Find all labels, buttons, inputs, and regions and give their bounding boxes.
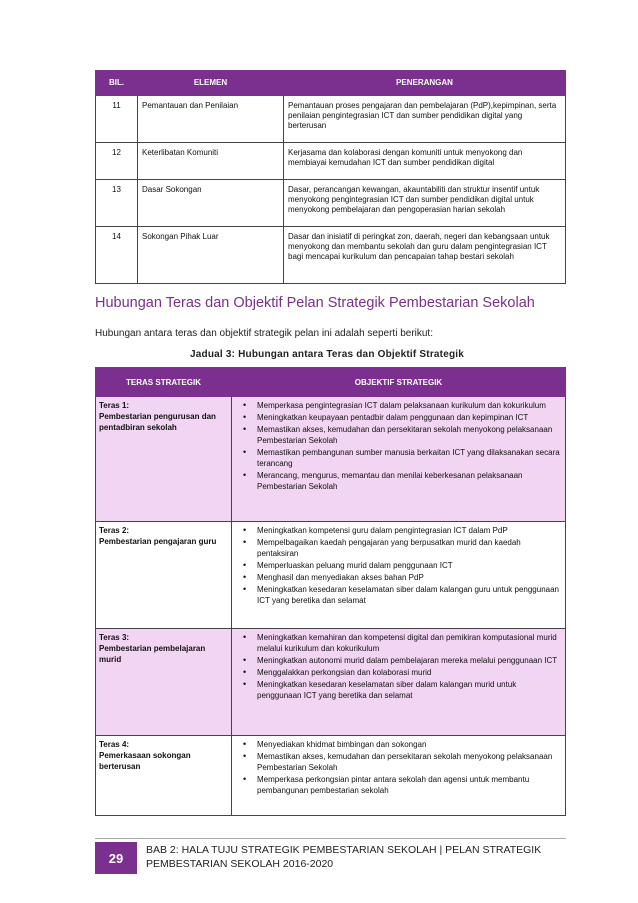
header-penerangan: PENERANGAN xyxy=(284,71,566,96)
header-bil: BIL. xyxy=(96,71,138,96)
page-number: 29 xyxy=(95,842,137,874)
table-row xyxy=(96,736,566,816)
table-row xyxy=(96,629,566,736)
table-caption: Jadual 3: Hubungan antara Teras dan Objektif Strategik xyxy=(190,349,465,360)
list-item: • Mempelbagaikan kaedah pengajaran yang berpusatkan murid dan kaedah pentaksiran xyxy=(257,537,561,559)
teras-name: Pembestarian pengurusan dan pentadbiran sekolah xyxy=(99,412,216,432)
list-item: • Meningkatkan kesedaran keselamatan siber dalam kalangan murid untuk penggunaan ICT yang beretika dan selamat xyxy=(257,679,561,701)
table-row xyxy=(96,180,566,227)
table-row xyxy=(96,522,566,629)
teras-name: Pembestarian pembelajaran murid xyxy=(99,644,206,664)
table-row xyxy=(96,96,566,143)
list-item: • Meningkatkan kompetensi guru dalam pengintegrasian ICT dalam PdP xyxy=(257,525,561,536)
list-item: • Menghasil dan menyediakan akses bahan PdP xyxy=(257,572,561,583)
element-table xyxy=(95,70,566,284)
element-table-header xyxy=(96,71,566,96)
table-row xyxy=(96,143,566,180)
list-item: • Menggalakkan perkongsian dan kolaborasi murid xyxy=(257,667,561,678)
section-heading: Hubungan Teras dan Objektif Pelan Strategik Pembestarian Sekolah xyxy=(95,295,535,311)
teras-cell xyxy=(96,522,232,629)
footer-divider xyxy=(95,838,566,839)
table-row xyxy=(96,397,566,522)
list-item: • Memperluaskan peluang murid dalam penggunaan ICT xyxy=(257,560,561,571)
header-teras: TERAS STRATEGIK xyxy=(96,368,232,397)
list-item: • Menyediakan khidmat bimbingan dan sokongan xyxy=(257,739,561,750)
list-item: • Meningkatkan kemahiran dan kompetensi digital dan pemikiran komputasional murid melalui kurikulum dan kokurikulum xyxy=(257,632,561,654)
objektif-cell xyxy=(232,522,566,629)
row-description: Dasar, perancangan kewangan, akauntabiliti dan struktur insentif untuk menyokong pengintegrasian ICT dan sumber pendidikan digital untuk menyokong pembelajaran dan pengoperasian harian sekolah xyxy=(284,180,566,227)
teras-name: Pembestarian pengajaran guru xyxy=(99,537,217,546)
teras-label: Teras 3: xyxy=(99,633,130,642)
teras-label: Teras 2: xyxy=(99,526,130,535)
strategy-table xyxy=(95,367,566,816)
row-number: 12 xyxy=(96,143,138,180)
header-elemen: ELEMEN xyxy=(138,71,284,96)
objektif-list xyxy=(235,400,561,492)
header-objektif: OBJEKTIF STRATEGIK xyxy=(232,368,566,397)
teras-name: Pemerkasaan sokongan berterusan xyxy=(99,751,191,771)
row-element: Pemantauan dan Penilaian xyxy=(138,96,284,143)
list-item: • Memperkasa pengintegrasian ICT dalam pelaksanaan kurikulum dan kokurikulum xyxy=(257,400,561,411)
strategy-table-header xyxy=(96,368,566,397)
list-item: • Memastikan pembangunan sumber manusia berkaitan ICT yang dilaksanakan secara terancang xyxy=(257,447,561,469)
list-item: • Meningkatkan autonomi murid dalam pembelajaran mereka melalui penggunaan ICT xyxy=(257,655,561,666)
teras-cell xyxy=(96,736,232,816)
teras-cell xyxy=(96,629,232,736)
list-item: • Merancang, mengurus, memantau dan menilai keberkesanan pelaksanaan Pembestarian Sekolah xyxy=(257,470,561,492)
list-item: • Memastikan akses, kemudahan dan persekitaran sekolah menyokong pelaksanaan Pembestarian Sekolah xyxy=(257,751,561,773)
objektif-list xyxy=(235,739,561,796)
footer-text: BAB 2: HALA TUJU STRATEGIK PEMBESTARIAN SEKOLAH | PELAN STRATEGIK PEMBESTARIAN SEKOLAH 2016-2020 xyxy=(146,844,542,870)
objektif-list xyxy=(235,632,561,701)
teras-label: Teras 1: xyxy=(99,401,130,410)
objektif-list xyxy=(235,525,561,606)
row-number: 13 xyxy=(96,180,138,227)
table-row xyxy=(96,227,566,284)
row-description: Pemantauan proses pengajaran dan pembelajaran (PdP),kepimpinan, serta penilaian pengintegrasian ICT dan sumber pendidikan digital yang berterusan xyxy=(284,96,566,143)
list-item: • Memastikan akses, kemudahan dan persekitaran sekolah menyokong pelaksanaan Pembestarian Sekolah xyxy=(257,424,561,446)
row-number: 14 xyxy=(96,227,138,284)
list-item: • Memperkasa perkongsian pintar antara sekolah dan agensi untuk membantu pembangunan pembestarian sekolah xyxy=(257,774,561,796)
teras-label: Teras 4: xyxy=(99,740,130,749)
teras-cell xyxy=(96,397,232,522)
list-item: • Meningkatkan keupayaan pentadbir dalam penggunaan dan kepimpinan ICT xyxy=(257,412,561,423)
row-description: Kerjasama dan kolaborasi dengan komuniti untuk menyokong dan membiayai kemudahan ICT dan sumber pendidikan digital xyxy=(284,143,566,180)
objektif-cell xyxy=(232,629,566,736)
row-element: Sokongan Pihak Luar xyxy=(138,227,284,284)
section-intro: Hubungan antara teras dan objektif strategik pelan ini adalah seperti berikut: xyxy=(95,328,433,339)
row-number: 11 xyxy=(96,96,138,143)
row-element: Keterlibatan Komuniti xyxy=(138,143,284,180)
list-item: • Meningkatkan kesedaran keselamatan siber dalam kalangan guru untuk penggunaan ICT yang beretika dan selamat xyxy=(257,584,561,606)
objektif-cell xyxy=(232,736,566,816)
row-element: Dasar Sokongan xyxy=(138,180,284,227)
row-description: Dasar dan inisiatif di peringkat zon, daerah, negeri dan kebangsaan untuk menyokong dan membantu sekolah dan guru dalam pengintegrasian ICT bagi mencapai kurikulum dan pencapaian tahap bestari sekolah xyxy=(284,227,566,284)
objektif-cell xyxy=(232,397,566,522)
